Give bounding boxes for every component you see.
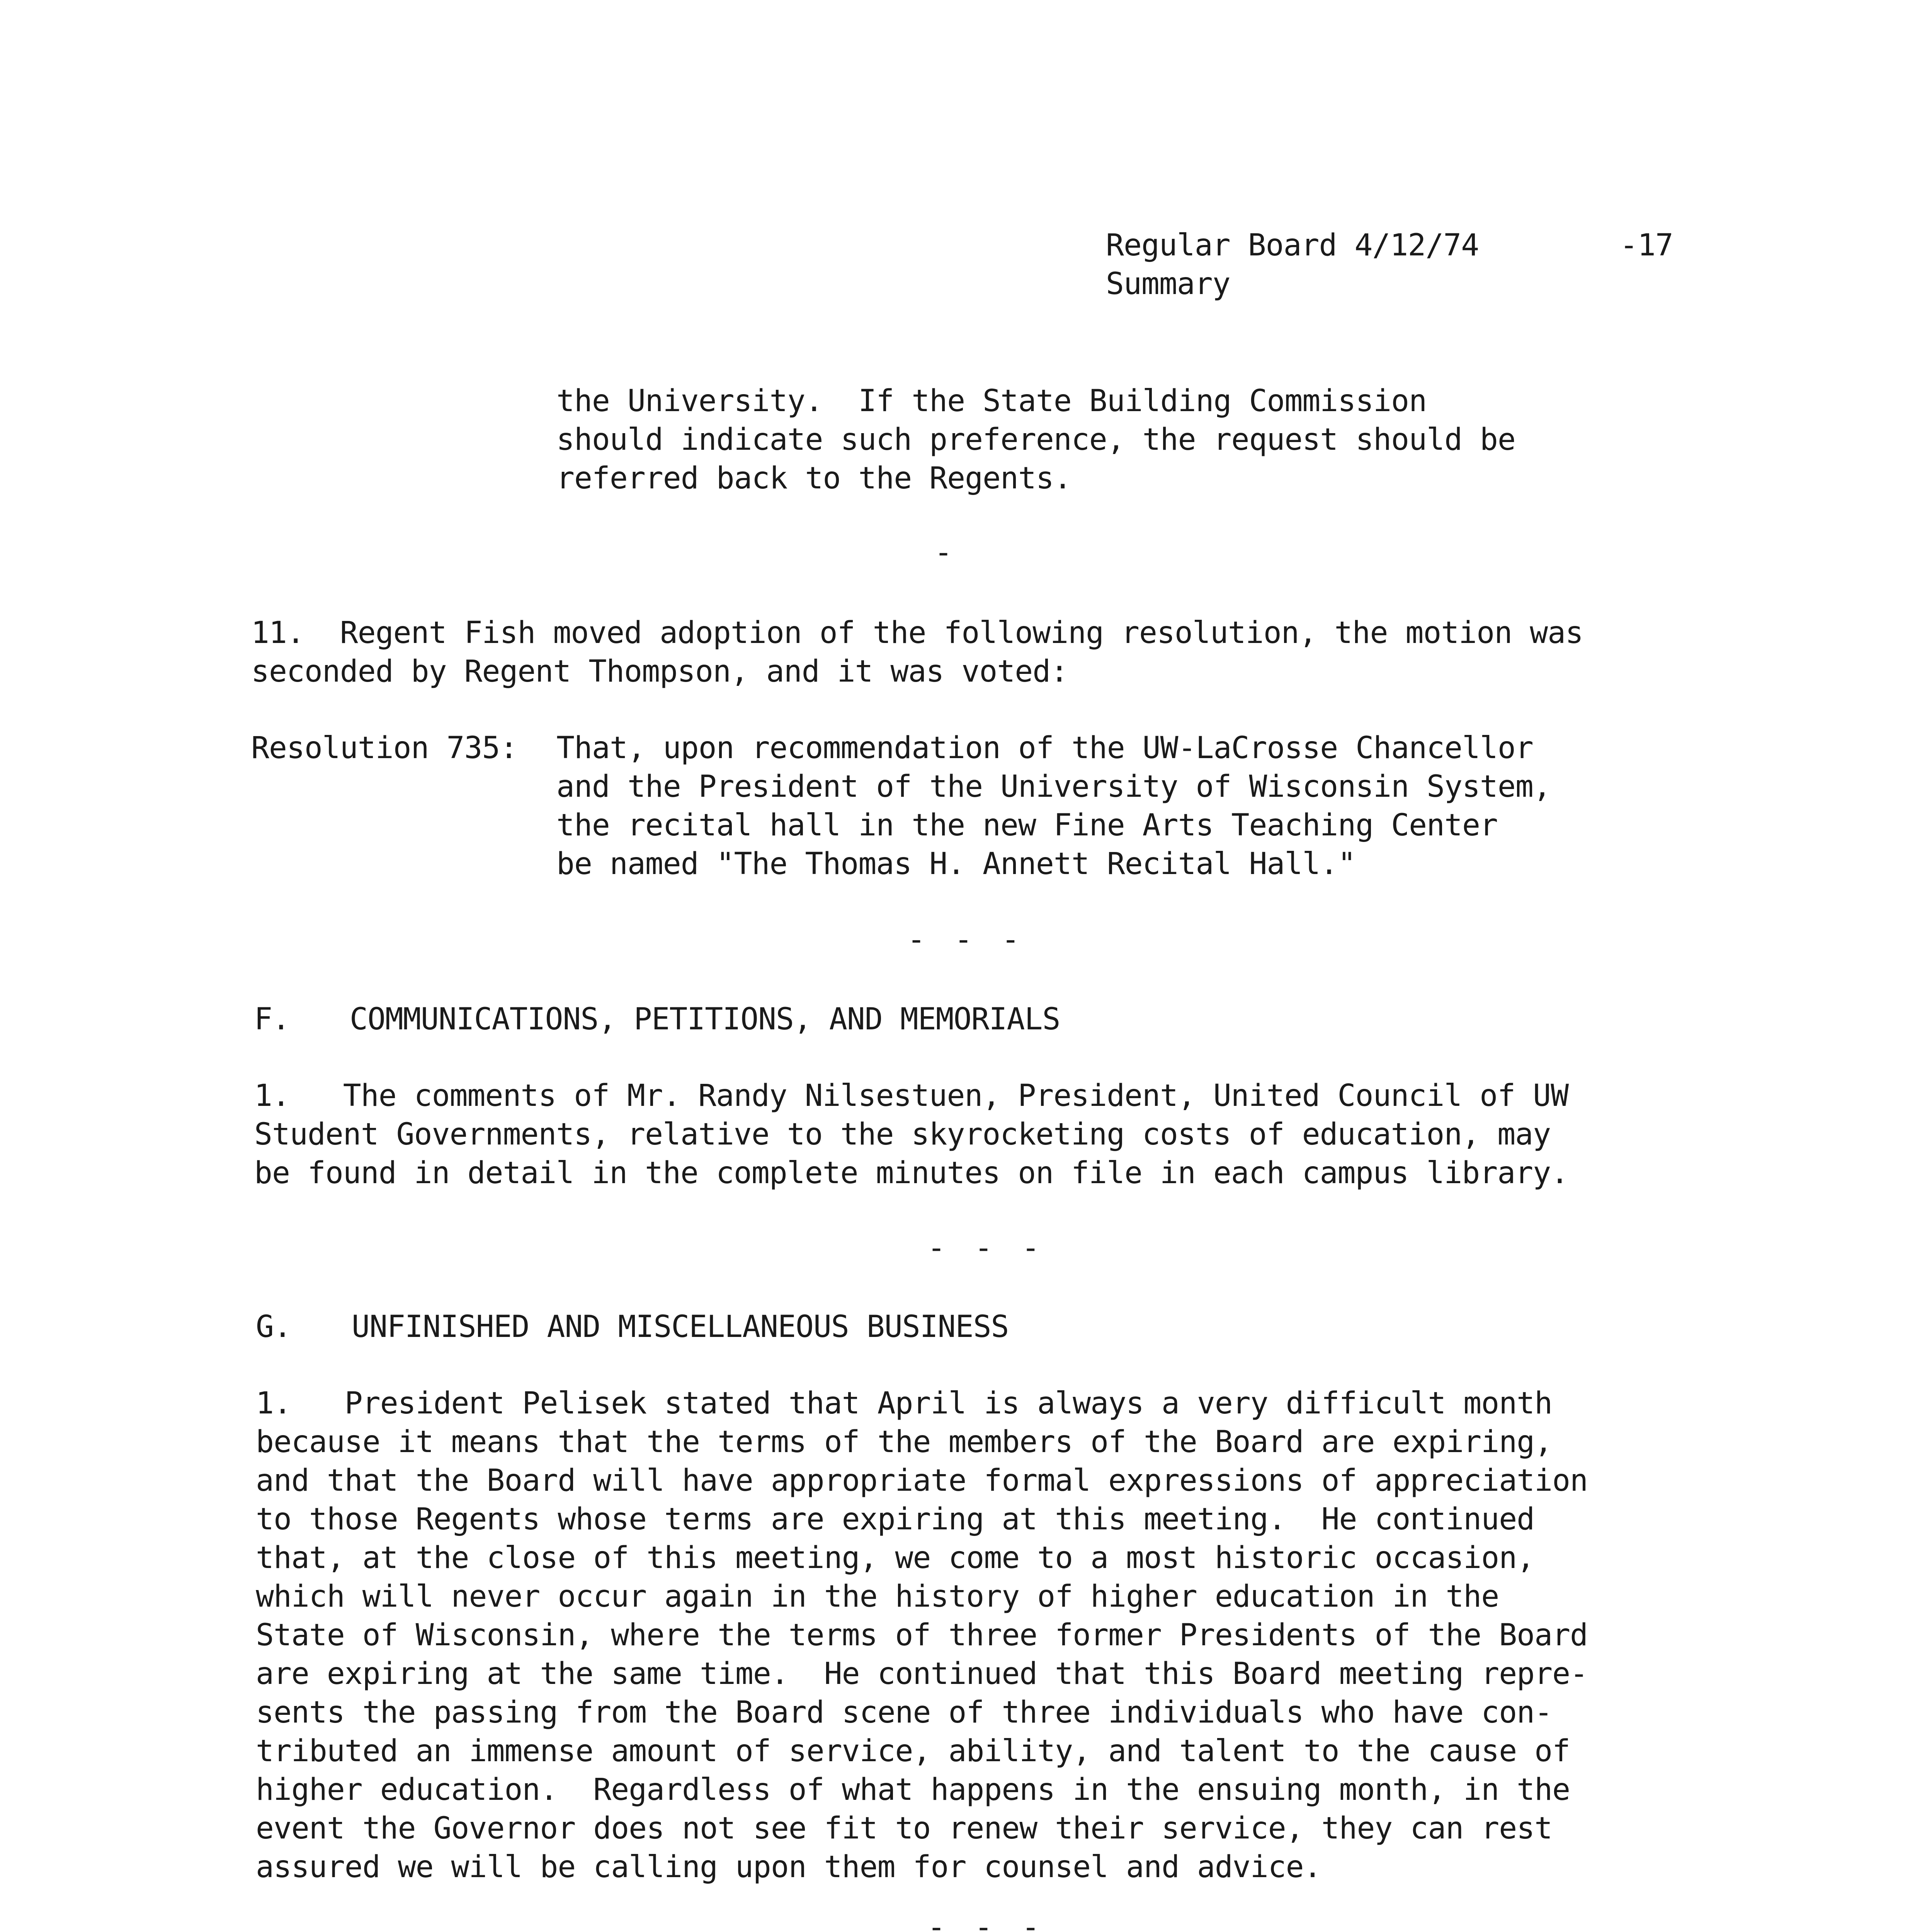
text-line: State of Wisconsin, where the terms of three former Presidents of the Board bbox=[256, 1618, 1588, 1653]
text-line: should indicate such preference, the request should be bbox=[556, 422, 1515, 457]
section-f-paragraph bbox=[254, 1077, 1568, 1192]
text-line: 1. President Pelisek stated that April is always a very difficult month bbox=[256, 1386, 1553, 1421]
text-line: the University. If the State Building Commission bbox=[556, 384, 1427, 418]
section-g-paragraph bbox=[256, 1384, 1588, 1886]
text-line: assured we will be calling upon them for counsel and advice. bbox=[256, 1850, 1321, 1884]
text-line: event the Governor does not see fit to renew their service, they can rest bbox=[256, 1811, 1553, 1846]
text-line: Student Governments, relative to the skyrocketing costs of education, may bbox=[254, 1117, 1551, 1152]
text-line: because it means that the terms of the members of the Board are expiring, bbox=[256, 1425, 1553, 1459]
separator-triple: - - - bbox=[927, 1231, 1045, 1265]
text-line: to those Regents whose terms are expiring at this meeting. He continued bbox=[256, 1502, 1535, 1537]
section-f-title: COMMUNICATIONS, PETITIONS, AND MEMORIALS bbox=[350, 1002, 1060, 1037]
text-line: be named "The Thomas H. Annett Recital Hall." bbox=[556, 847, 1356, 881]
section-f-letter: F. bbox=[254, 1002, 290, 1037]
text-line: That, upon recommendation of the UW-LaCrosse Chancellor bbox=[556, 731, 1533, 765]
section-g-letter: G. bbox=[256, 1310, 291, 1344]
text-line: 11. Regent Fish moved adoption of the following resolution, the motion was bbox=[251, 616, 1583, 650]
continuation-paragraph bbox=[556, 382, 1515, 498]
text-line: are expiring at the same time. He continued that this Board meeting repre- bbox=[256, 1656, 1588, 1691]
text-line: higher education. Regardless of what happens in the ensuing month, in the bbox=[256, 1772, 1570, 1807]
text-line: 1. The comments of Mr. Randy Nilsestuen, President, United Council of UW bbox=[254, 1078, 1569, 1113]
header-page-ref: -17 bbox=[1620, 228, 1673, 263]
text-line: be found in detail in the complete minutes on file in each campus library. bbox=[254, 1156, 1569, 1190]
text-line: sents the passing from the Board scene of three individuals who have con- bbox=[256, 1695, 1553, 1730]
header-meeting: Regular Board 4/12/74 bbox=[1106, 228, 1479, 263]
separator-single: - bbox=[934, 535, 952, 570]
text-line: the recital hall in the new Fine Arts Teaching Center bbox=[556, 808, 1498, 843]
text-line: referred back to the Regents. bbox=[556, 461, 1071, 496]
text-line: tributed an immense amount of service, ability, and talent to the cause of bbox=[256, 1734, 1570, 1769]
text-line: which will never occur again in the history of higher education in the bbox=[256, 1579, 1499, 1614]
resolution-label: Resolution 735: bbox=[251, 731, 518, 765]
text-line: and the President of the University of Wisconsin System, bbox=[556, 769, 1551, 804]
resolution-text bbox=[556, 729, 1551, 883]
separator-triple: - - - bbox=[907, 922, 1025, 957]
header-subtitle: Summary bbox=[1106, 267, 1230, 301]
text-line: seconded by Regent Thompson, and it was voted: bbox=[251, 654, 1068, 689]
section-g-title: UNFINISHED AND MISCELLANEOUS BUSINESS bbox=[352, 1310, 1009, 1344]
text-line: that, at the close of this meeting, we come to a most historic occasion, bbox=[256, 1541, 1535, 1575]
text-line: and that the Board will have appropriate formal expressions of appreciation bbox=[256, 1463, 1588, 1498]
item-11-paragraph bbox=[251, 614, 1583, 691]
separator-triple: - - - bbox=[927, 1910, 1045, 1932]
